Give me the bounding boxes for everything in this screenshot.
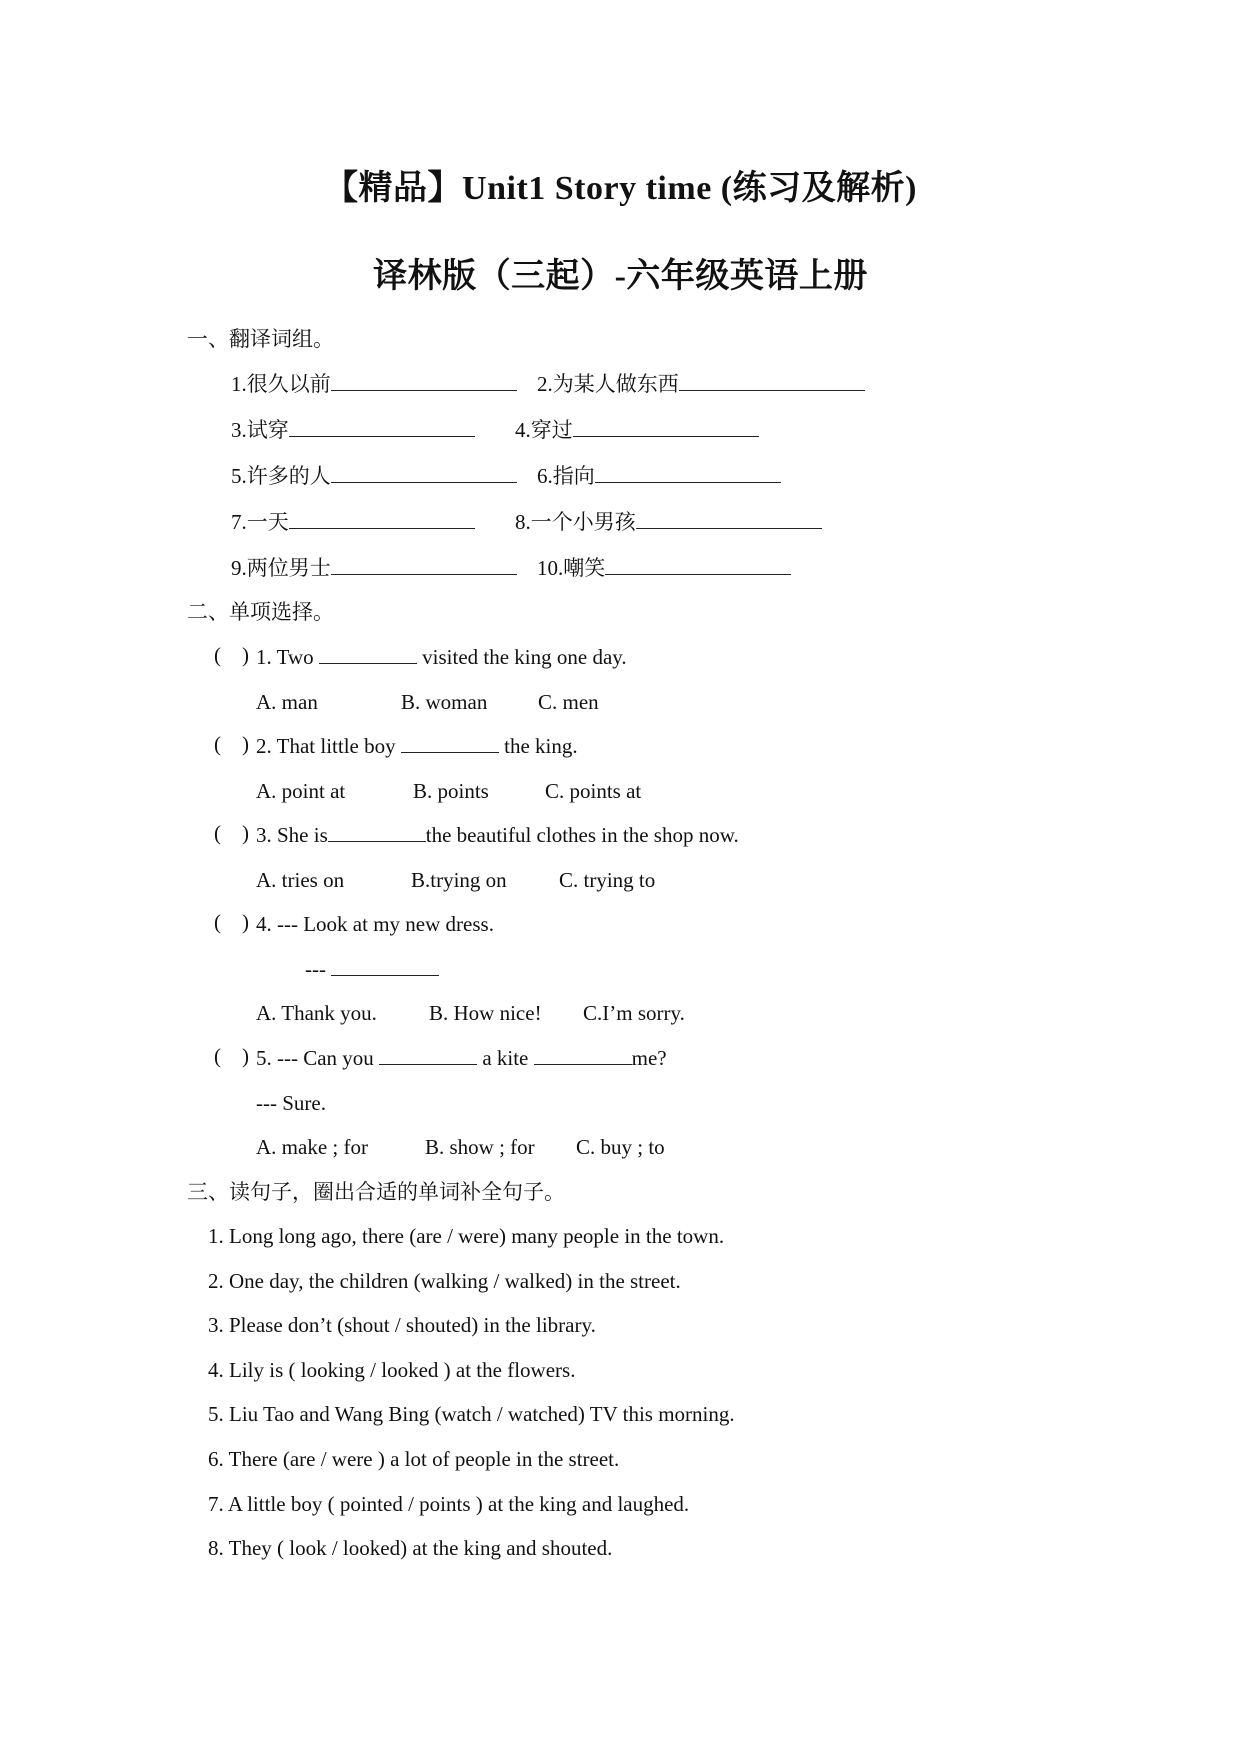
question-blank[interactable] <box>328 821 426 842</box>
phrase-item <box>231 370 517 398</box>
answer-paren-open[interactable]: ( <box>214 1044 221 1068</box>
question-2 <box>256 732 578 760</box>
phrase-item <box>231 416 475 444</box>
question-text: me? <box>631 1046 667 1070</box>
phrase-label: 7.一天 <box>231 510 289 534</box>
question-blank[interactable] <box>319 643 417 664</box>
question-blank[interactable] <box>401 732 499 753</box>
phrase-label: 8.一个小男孩 <box>515 510 636 534</box>
answer-paren-open[interactable]: ( <box>214 732 221 756</box>
option-a[interactable]: A. make ; for <box>256 1135 368 1159</box>
question-text: 1. Two <box>256 645 314 669</box>
question-text: visited the king one day. <box>422 645 627 669</box>
question-4: 4. --- Look at my new dress. <box>256 912 494 936</box>
sentence-item: 8. They ( look / looked) at the king and shouted. <box>208 1536 613 1560</box>
option-b[interactable]: B. points <box>413 779 489 803</box>
option-b[interactable]: B. woman <box>401 690 488 714</box>
question-5 <box>256 1044 667 1072</box>
reply-line: --- Sure. <box>256 1091 326 1115</box>
phrase-label: 10.嘲笑 <box>537 556 606 580</box>
phrase-label: 2.为某人做东西 <box>537 372 679 396</box>
option-c[interactable]: C.I’m sorry. <box>583 1001 685 1025</box>
reply-dashes: --- <box>305 957 326 981</box>
option-b[interactable]: B. show ; for <box>425 1135 535 1159</box>
page-title: 【精品】Unit1 Story time (练习及解析) <box>324 170 917 207</box>
answer-blank[interactable] <box>289 508 475 529</box>
question-text: a kite <box>482 1046 529 1070</box>
answer-paren-open[interactable]: ( <box>214 821 221 845</box>
phrase-label: 9.两位男士 <box>231 556 331 580</box>
answer-paren-close: ) <box>242 1044 249 1068</box>
answer-blank[interactable] <box>636 508 822 529</box>
sentence-item: 3. Please don’t (shout / shouted) in the library. <box>208 1313 596 1337</box>
phrase-item <box>537 370 865 398</box>
sentence-item: 2. One day, the children (walking / walked) in the street. <box>208 1269 681 1293</box>
phrase-label: 6.指向 <box>537 464 595 488</box>
phrase-item <box>231 462 517 490</box>
option-c[interactable]: C. trying to <box>559 868 656 892</box>
answer-paren-close: ) <box>242 732 249 756</box>
phrase-item <box>231 554 517 582</box>
sentence-item: 1. Long long ago, there (are / were) many people in the town. <box>208 1224 725 1248</box>
answer-blank[interactable] <box>331 370 517 391</box>
answer-blank[interactable] <box>289 416 475 437</box>
question-text: 2. That little boy <box>256 734 396 758</box>
answer-blank[interactable] <box>605 554 791 575</box>
option-a[interactable]: A. Thank you. <box>256 1001 377 1025</box>
reply-blank[interactable] <box>331 955 439 976</box>
answer-paren-open[interactable]: ( <box>214 643 221 667</box>
answer-paren-open[interactable]: ( <box>214 910 221 934</box>
option-c[interactable]: C. buy ; to <box>576 1135 665 1159</box>
answer-blank[interactable] <box>595 462 781 483</box>
option-c[interactable]: C. points at <box>545 779 642 803</box>
option-b[interactable]: B. How nice! <box>429 1001 542 1025</box>
question-text: 3. She is <box>256 823 328 847</box>
answer-paren-close: ) <box>242 821 249 845</box>
question-3 <box>256 821 739 849</box>
option-a[interactable]: A. point at <box>256 779 346 803</box>
answer-paren-close: ) <box>242 643 249 667</box>
phrase-item <box>537 462 781 490</box>
option-b[interactable]: B.trying on <box>411 868 507 892</box>
answer-blank[interactable] <box>331 462 517 483</box>
phrase-label: 5.许多的人 <box>231 464 331 488</box>
phrase-label: 4.穿过 <box>515 418 573 442</box>
question-text: 5. --- Can you <box>256 1046 374 1070</box>
phrase-label: 3.试穿 <box>231 418 289 442</box>
section2-heading: 二、单项选择。 <box>187 600 334 624</box>
phrase-item <box>231 508 475 536</box>
section1-heading: 一、翻译词组。 <box>187 327 334 351</box>
answer-blank[interactable] <box>573 416 759 437</box>
option-c[interactable]: C. men <box>538 690 599 714</box>
sentence-item: 5. Liu Tao and Wang Bing (watch / watched) TV this morning. <box>208 1402 735 1426</box>
answer-paren-close: ) <box>242 910 249 934</box>
answer-blank[interactable] <box>679 370 865 391</box>
question-blank[interactable] <box>534 1044 632 1065</box>
section3-heading: 三、读句子，圈出合适的单词补全句子。 <box>187 1180 565 1204</box>
answer-blank[interactable] <box>331 554 517 575</box>
phrase-item <box>515 508 822 536</box>
phrase-item <box>537 554 791 582</box>
sentence-item: 6. There (are / were ) a lot of people in the street. <box>208 1447 620 1471</box>
question-blank[interactable] <box>379 1044 477 1065</box>
question-1 <box>256 643 627 671</box>
phrase-label: 1.很久以前 <box>231 372 331 396</box>
option-a[interactable]: A. man <box>256 690 318 714</box>
reply-line <box>305 955 439 983</box>
sentence-item: 4. Lily is ( looking / looked ) at the flowers. <box>208 1358 576 1382</box>
question-text: the beautiful clothes in the shop now. <box>425 823 739 847</box>
phrase-item <box>515 416 759 444</box>
page-subtitle: 译林版（三起）-六年级英语上册 <box>373 258 868 295</box>
sentence-item: 7. A little boy ( pointed / points ) at the king and laughed. <box>208 1492 690 1516</box>
option-a[interactable]: A. tries on <box>256 868 345 892</box>
question-text: the king. <box>504 734 578 758</box>
